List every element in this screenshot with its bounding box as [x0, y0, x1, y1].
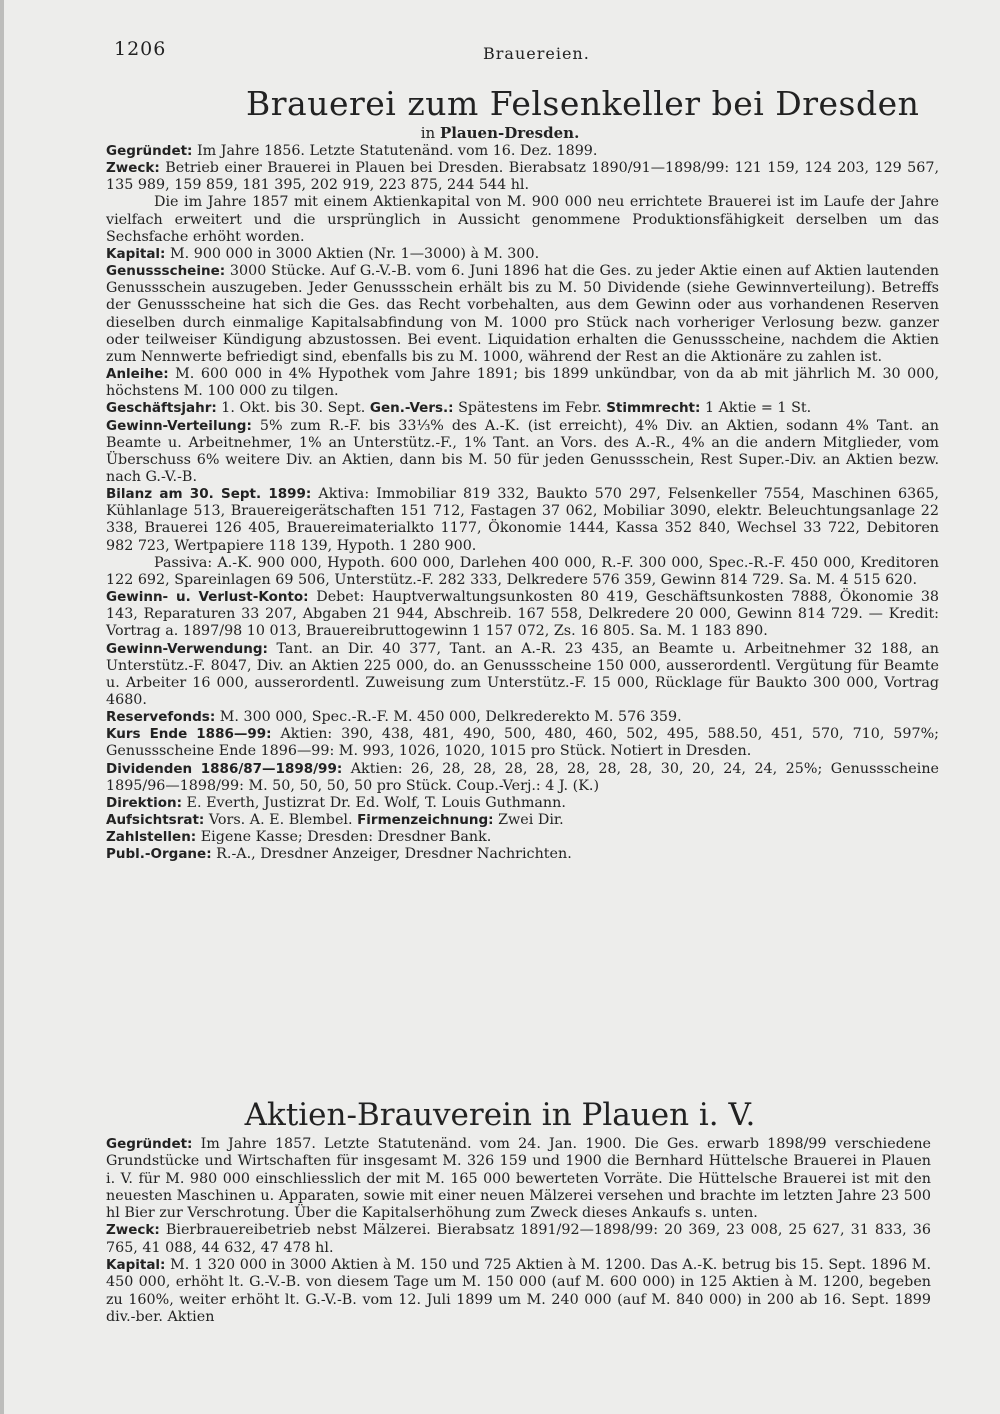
- entry-bilanz-aktiva: Bilanz am 30. Sept. 1899: Aktiva: Immobiliar 819 332, Baukto 570 297, Felsenkeller 7554, Maschinen 6365, Kühlanlage 513, Brauereigerätschaften 151 712, Fastagen 37 062, Mobiliar 3090, elektr. Beleuchtungsanlage 22 338, Brauerei 126 405, Brauereimaterialkto 1177, Ökonomie 1444, Kassa 352 840, Wechsel 33 722, Debitoren 982 723, Wertpapiere 118 139, Hypoth. 1 280 900.: [106, 486, 939, 554]
- entry-gewinn-verlust: Gewinn- u. Verlust-Konto: Debet: Hauptverwaltungsunkosten 80 419, Geschäftsunkosten 7888, Ökonomie 38 143, Reparaturen 33 207, Abgaben 21 944, Abschreib. 167 558, Delkredere 20 000, Gewinn 814 729. — Kredit: Vortrag a. 1897/98 10 013, Brauereibruttogewinn 1 157 072, Zs. 16 805. Sa. M. 1 183 890.: [106, 589, 940, 640]
- entry-gegruendet-2: Gegründet: Im Jahre 1857. Letzte Statutenänd. vom 24. Jan. 1900. Die Ges. erwarb 1898/99 verschiedene Grundstücke und Wirtschaften für insgesamt M. 326 159 und 1900 die Bernhard Hüttelsche Brauerei in Plauen i. V. für M. 980 000 einschliesslich der mit M. 165 000 bewerteten Vorräte. Die Hüttelsche Brauerei ist mit den neuesten Maschinen u. Apparaten, sowie mit einer neuen Mälzerei versehen und brachte im letzten Jahre 23 500 hl Bier zur Verschrotung. Über die Kapitalserhöhung zum Zweck dieses Ankaufs s. unten.: [106, 1136, 931, 1222]
- entry-direktion: Direktion: E. Everth, Justizrat Dr. Ed. Wolf, T. Louis Guthmann.: [106, 794, 566, 811]
- location-name: Plauen-Dresden.: [439, 124, 580, 142]
- location-prefix: in: [420, 124, 436, 142]
- entry-history: Die im Jahre 1857 mit einem Aktienkapital von M. 900 000 neu errichtete Brauerei ist im Laufe der Jahre vielfach erweitert und die ursprünglich in Aussicht genommene Produktionsfähigkeit derselben um das Sechsfache erhöht worden.: [106, 194, 939, 245]
- entry-kapital: Kapital: M. 900 000 in 3000 Aktien (Nr. 1—3000) à M. 300.: [106, 245, 540, 262]
- entry-gewinn-verwendung: Gewinn-Verwendung: Tant. an Dir. 40 377, Tant. an A.-R. 23 435, an Beamte u. Arbeitnehmer 32 188, an Unterstütz.-F. 8047, Div. an Aktien 225 000, do. an Genussscheine 150 000, ausserordentl. Vergütung für Beamte u. Arbeiter 16 000, ausserordentl. Zuweisung zum Unterstütz.-F. 15 000, Rücklage für Baukto 300 000, Vortrag 4680.: [106, 640, 939, 708]
- running-title: Brauereien.: [483, 44, 590, 63]
- entry-aufsichtsrat: Aufsichtsrat: Vors. A. E. Blembel. Firmenzeichnung: Zwei Dir.: [106, 812, 564, 829]
- company2-title: Aktien-Brauverein in Plauen i. V.: [244, 1097, 756, 1133]
- entry-bilanz-passiva: Passiva: A.-K. 900 000, Hypoth. 600 000, Darlehen 400 000, R.-F. 300 000, Spec.-R.-F. 450 000, Kreditoren 122 692, Spareinlagen 69 506, Unterstütz.-F. 282 333, Delkredere 576 359, Gewinn 814 729. Sa. M. 4 515 620.: [106, 554, 939, 588]
- page-number: 1206: [114, 38, 167, 60]
- entry-kurs: Kurs Ende 1886—99: Aktien: 390, 438, 481, 490, 500, 480, 460, 502, 495, 588.50, 451, 570, 710, 597%; Genussscheine Ende 1896—99: M. 993, 1026, 1020, 1015 pro Stück. Notiert in Dresden.: [106, 726, 940, 760]
- page-edge: [0, 0, 4, 1414]
- entry-kapital-2: Kapital: M. 1 320 000 in 3000 Aktien à M. 150 und 725 Aktien à M. 1200. Das A.-K. betrug bis 15. Sept. 1896 M. 450 000, erhöht lt. G.-V.-B. von diesem Tage um M. 150 000 (auf M. 600 000) in 125 Aktien à M. 1200, begeben zu 160%, weiter erhöht lt. G.-V.-B. vom 12. Juli 1899 um M. 240 000 (auf M. 840 000) in 200 ab 16. Sept. 1899 div.-ber. Aktien: [106, 1257, 931, 1325]
- entry-anleihe: Anleihe: M. 600 000 in 4% Hypothek vom Jahre 1891; bis 1899 unkündbar, von da ab mit jährlich M. 30 000, höchstens M. 100 000 zu tilgen.: [106, 366, 939, 400]
- entry-gegruendet: Gegründet: Im Jahre 1856. Letzte Statutenänd. vom 16. Dez. 1899.: [106, 143, 598, 159]
- company1-body: [106, 143, 939, 864]
- company1-title: Brauerei zum Felsenkeller bei Dresden: [246, 84, 920, 123]
- company1-location: [0, 124, 1000, 142]
- entry-reservefonds: Reservefonds: M. 300 000, Spec.-R.-F. M. 450 000, Delkrederekto M. 576 359.: [106, 709, 682, 726]
- entry-geschaeftsjahr: Geschäftsjahr: 1. Okt. bis 30. Sept. Gen.-Vers.: Spätestens im Febr. Stimmrecht: 1 Aktie = 1 St.: [106, 400, 812, 417]
- entry-genussscheine: Genussscheine: 3000 Stücke. Auf G.-V.-B. vom 6. Juni 1896 hat die Ges. zu jeder Aktie einen auf Aktien lautenden Genussschein auszugeben. Jeder Genussschein erhält bis zu M. 50 Dividende (siehe Gewinnverteilung). Betreffs der Genussscheine hat sich die Ges. das Recht vorbehalten, aus dem Gewinn oder aus vorhandenen Reserven dieselben durch einmalige Kapitalsabfindung von M. 1000 pro Stück nach vorheriger Verlosung bezw. ganzer oder teilweiser Kündigung abzustossen. Bei event. Liquidation erhalten die Genussscheine, nachdem die Aktien zum Nennwerte befriedigt sind, ebenfalls bis zu M. 1000, während der Rest an die Aktionäre zu zahlen ist.: [106, 263, 939, 365]
- entry-zweck: Zweck: Betrieb einer Brauerei in Plauen bei Dresden. Bierabsatz 1890/91—1898/99: 121 159, 124 203, 129 567, 135 989, 159 859, 181 395, 202 919, 223 875, 244 544 hl.: [106, 160, 939, 194]
- entry-zweck-2: Zweck: Bierbrauereibetrieb nebst Mälzerei. Bierabsatz 1891/92—1898/99: 20 369, 23 008, 25 627, 31 833, 36 765, 41 088, 44 632, 47 478 hl.: [106, 1222, 931, 1256]
- company2-body: [106, 1136, 931, 1326]
- entry-zahlstellen: Zahlstellen: Eigene Kasse; Dresden: Dresdner Bank.: [106, 829, 492, 846]
- entry-gewinn-verteilung: Gewinn-Verteilung: 5% zum R.-F. bis 33⅓% des A.-K. (ist erreicht), 4% Div. an Aktien, sodann 4% Tant. an Beamte u. Arbeitnehmer, 1% an Unterstütz.-F., 1% Tant. an Vors. des A.-R., 4% an die andern Mitglieder, vom Überschuss 6% weitere Div. an Aktien, dann bis M. 50 für jeden Genussschein, Rest Super.-Div. an Aktien bezw. nach G.-V.-B.: [106, 417, 939, 485]
- entry-publ-organe: Publ.-Organe: R.-A., Dresdner Anzeiger, Dresdner Nachrichten.: [106, 846, 572, 863]
- entry-dividenden: Dividenden 1886/87—1898/99: Aktien: 26, 28, 28, 28, 28, 28, 28, 28, 30, 20, 24, 24, 25%; Genussscheine 1895/96—1898/99: M. 50, 50, 50, 50 pro Stück. Coup.-Verj.: 4 J. (K.): [106, 760, 939, 794]
